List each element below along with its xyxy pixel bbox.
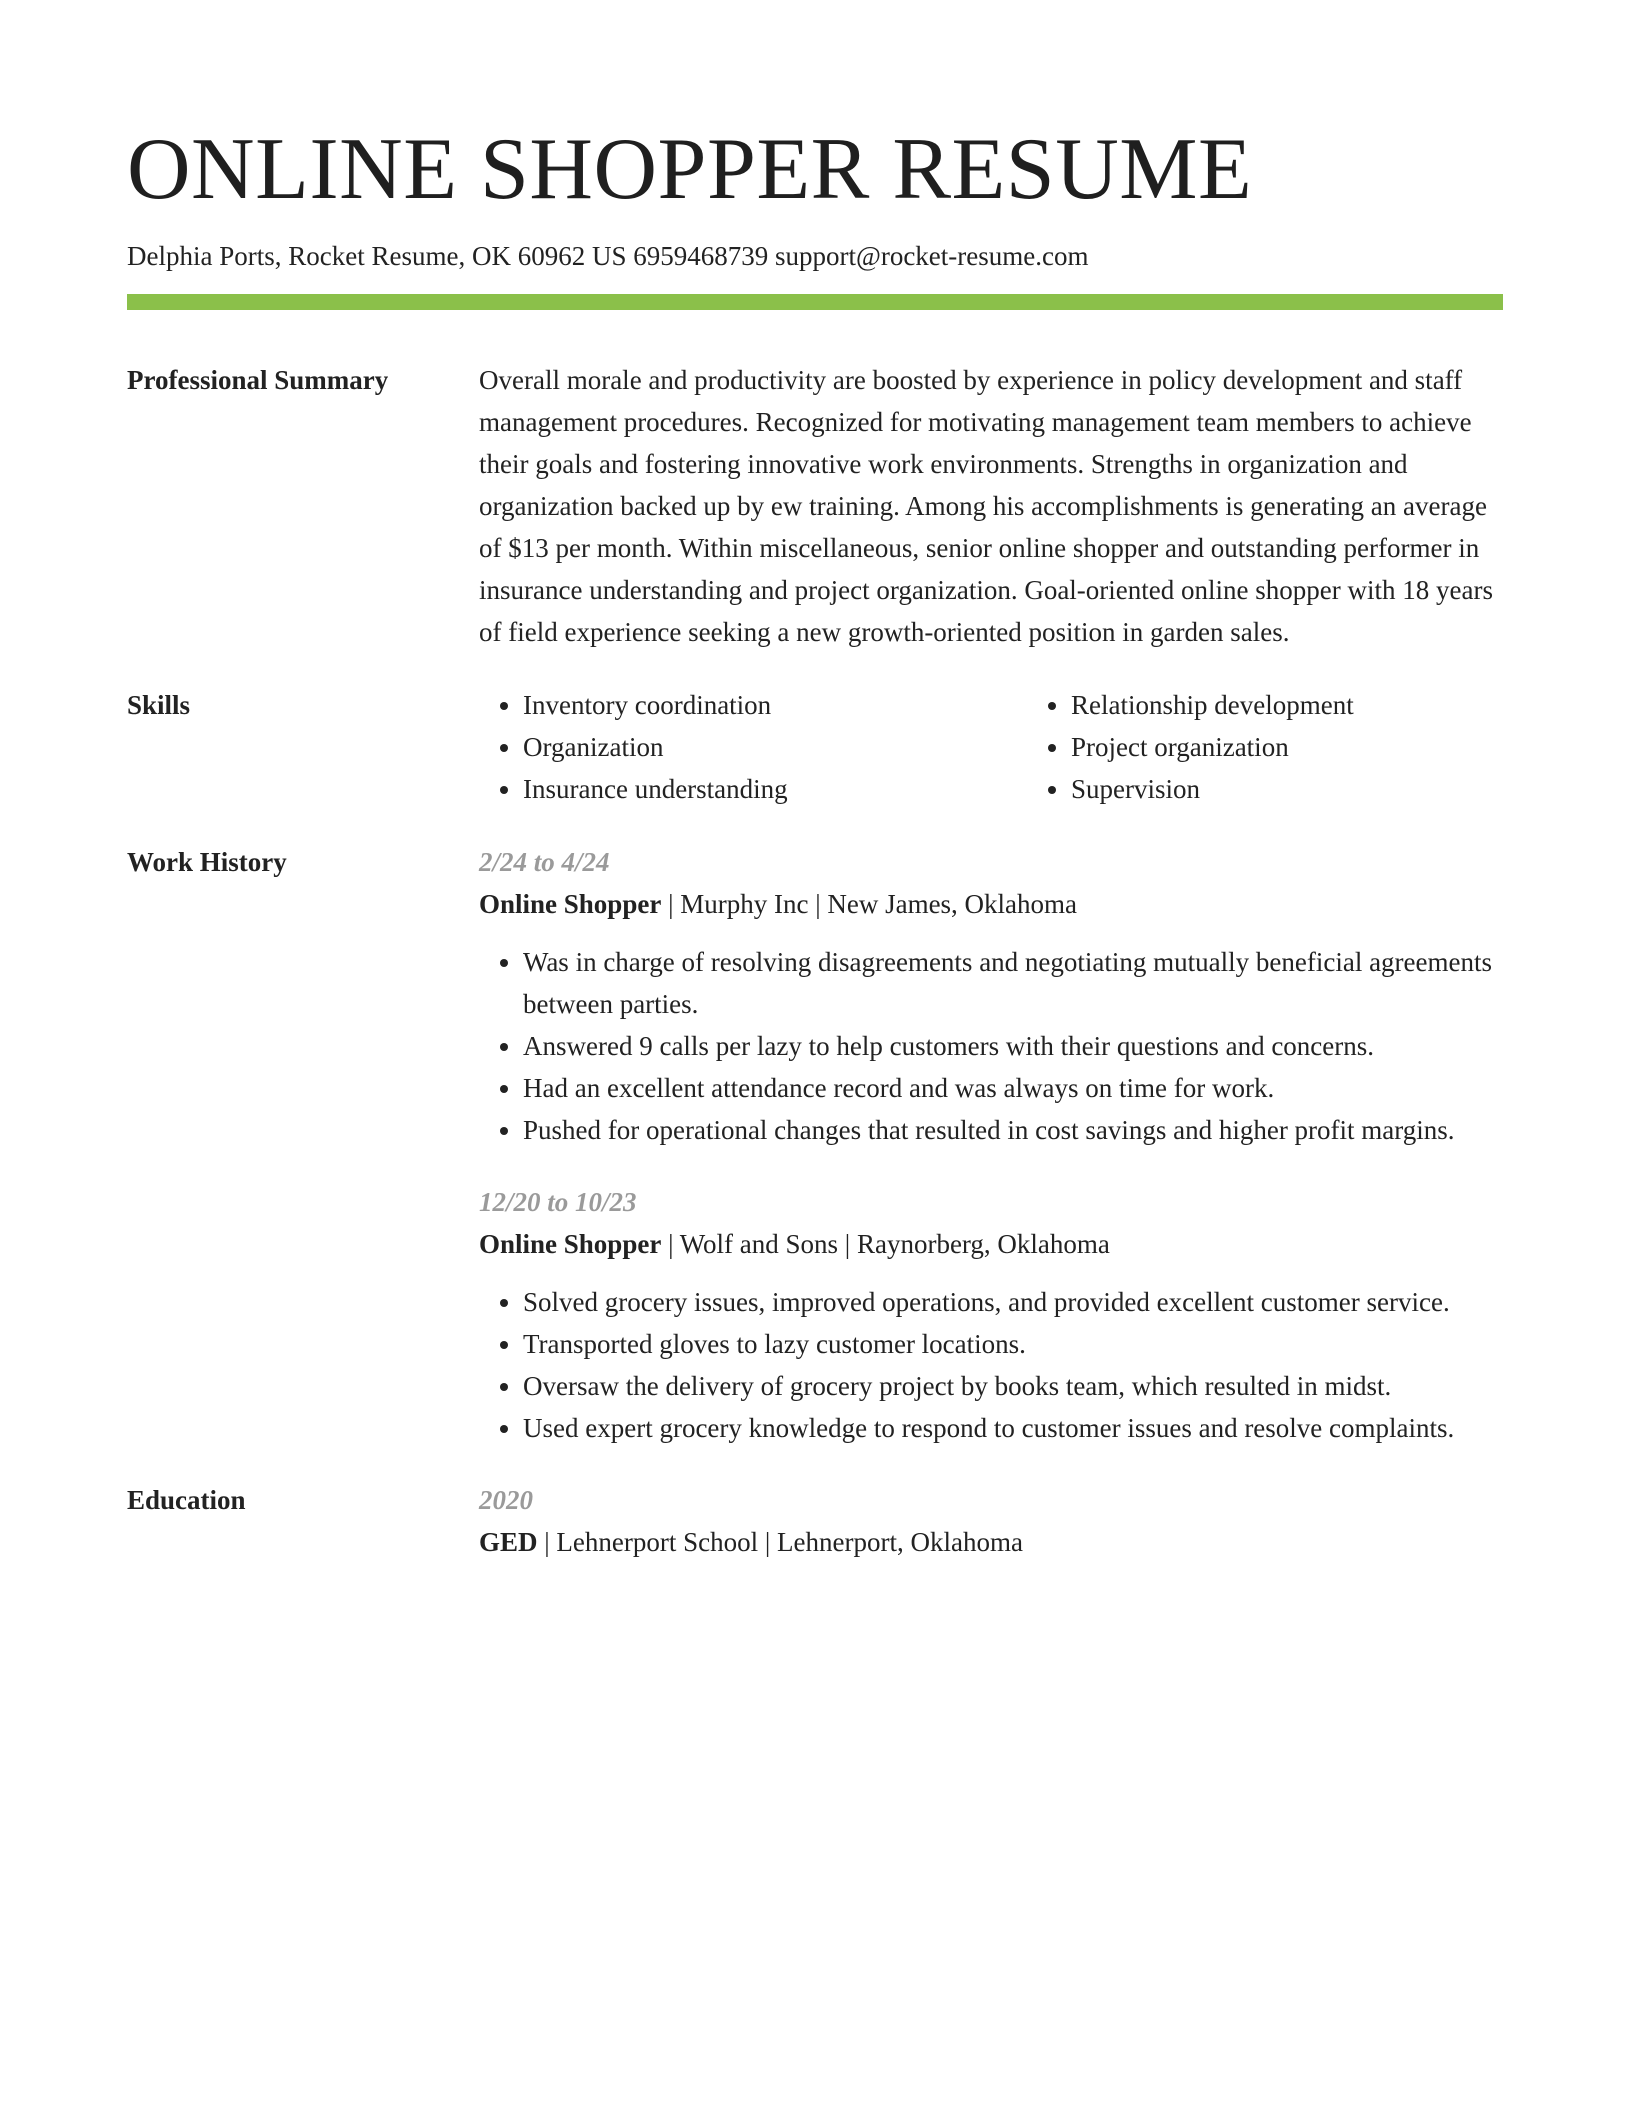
skill-item: • Inventory coordination [523, 684, 1027, 726]
summary-text: Overall morale and productivity are boosted by experience in policy development and staff management procedures. Recognized for motivating management team members to achieve their goals and fostering innovative work environments. Strengths in organization and organization backed up by ew training. Among his accomplishments is generating an average of $13 per month. Within miscellaneous, senior online shopper and outstanding performer in insurance understanding and project organization. Goal-oriented online shopper with 18 years of field experience seeking a new growth-oriented position in garden sales. [479, 365, 1493, 647]
section-label-work: Work History [127, 847, 287, 877]
skills-column-left [479, 684, 1027, 810]
job-bullets [479, 941, 1503, 1151]
education-degree: GED [479, 1527, 538, 1557]
job-bullet: • Used expert grocery knowledge to respond to customer issues and resolve complaints. [523, 1407, 1503, 1449]
job-bullets [479, 1281, 1503, 1449]
job-bullet: • Oversaw the delivery of grocery project by books team, which resulted in midst. [523, 1365, 1503, 1407]
header-divider [127, 294, 1503, 310]
job-bullet: • Was in charge of resolving disagreements and negotiating mutually beneficial agreements between parties. [523, 941, 1503, 1025]
job-dates: 12/20 to 10/23 [479, 1187, 637, 1217]
job-bullet: • Had an excellent attendance record and was always on time for work. [523, 1067, 1503, 1109]
section-label-education: Education [127, 1485, 246, 1515]
job-details: | Murphy Inc | New James, Oklahoma [661, 889, 1078, 919]
skills-section [127, 684, 1503, 810]
education-details: | Lehnerport School | Lehnerport, Oklahoma [537, 1527, 1023, 1557]
job-position-line [479, 1223, 1503, 1265]
education-line [479, 1521, 1503, 1563]
job-entry [479, 1181, 1503, 1449]
job-dates: 2/24 to 4/24 [479, 847, 610, 877]
work-history-section [127, 841, 1503, 1449]
job-position-line [479, 883, 1503, 925]
skill-item: • Insurance understanding [523, 768, 1027, 810]
job-entry [479, 841, 1503, 1151]
skill-item: • Project organization [1071, 726, 1575, 768]
education-year: 2020 [479, 1485, 533, 1515]
job-bullet: • Transported gloves to lazy customer locations. [523, 1323, 1503, 1365]
job-bullet: • Answered 9 calls per lazy to help customers with their questions and concerns. [523, 1025, 1503, 1067]
section-label-skills: Skills [127, 690, 191, 720]
skill-item: • Relationship development [1071, 684, 1575, 726]
skills-column-right [1027, 684, 1575, 810]
job-title: Online Shopper [479, 1229, 662, 1259]
contact-line: Delphia Ports, Rocket Resume, OK 60962 US 6959468739 support@rocket-resume.com [127, 241, 1089, 271]
skill-item: • Organization [523, 726, 1027, 768]
section-label-summary: Professional Summary [127, 365, 389, 395]
skill-item: • Supervision [1071, 768, 1575, 810]
summary-section [127, 359, 1503, 653]
job-bullet: • Solved grocery issues, improved operations, and provided excellent customer service. [523, 1281, 1503, 1323]
education-section [127, 1479, 1503, 1563]
skills-grid [479, 684, 1575, 810]
job-details: | Wolf and Sons | Raynorberg, Oklahoma [661, 1229, 1110, 1259]
job-title: Online Shopper [479, 889, 662, 919]
job-bullet: • Pushed for operational changes that resulted in cost savings and higher profit margins. [523, 1109, 1503, 1151]
resume-title: ONLINE SHOPPER RESUME [127, 121, 1253, 218]
resume-page [127, 118, 1503, 1563]
